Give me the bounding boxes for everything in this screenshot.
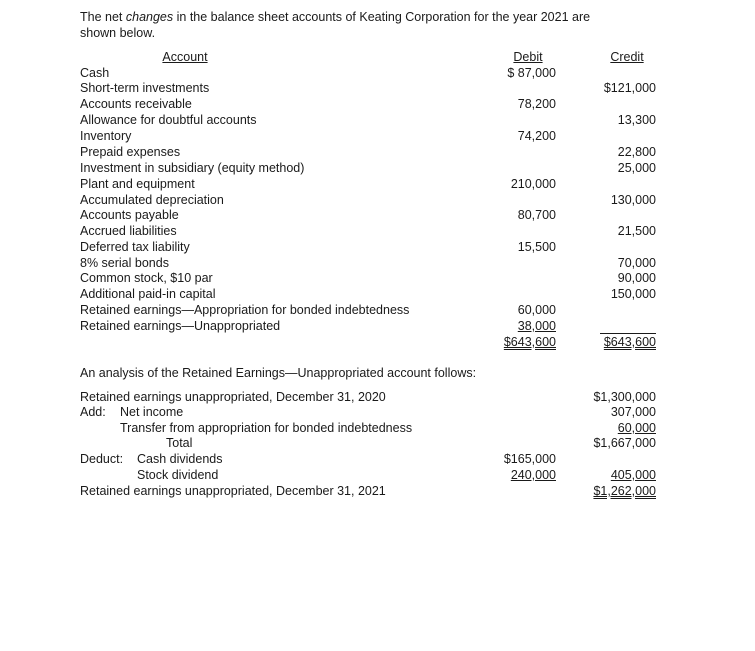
stock-dividend-label: Stock dividend — [137, 468, 219, 482]
deduct-label: Deduct: — [80, 452, 124, 466]
credit-value: 90,000 — [617, 271, 656, 285]
deduct-total-value: 405,000 — [610, 468, 656, 482]
account-name: Allowance for doubtful accounts — [80, 113, 257, 127]
end-label: Retained earnings unappropriated, December 31, 2021 — [80, 484, 386, 498]
credit-value: 25,000 — [617, 161, 656, 175]
intro-line-2: shown below. — [80, 26, 156, 40]
total-value: $1,667,000 — [593, 436, 656, 450]
credit-value: 130,000 — [610, 193, 656, 207]
debit-value: 15,500 — [517, 240, 556, 254]
net-income-value: 307,000 — [610, 405, 656, 419]
credit-value: $121,000 — [603, 81, 656, 95]
debit-value: 38,000 — [517, 319, 556, 333]
account-header: Account — [162, 50, 208, 64]
debit-value: 78,200 — [517, 97, 556, 111]
begin-label: Retained earnings unappropriated, December 31, 2020 — [80, 390, 386, 404]
account-name: Retained earnings—Appropriation for bonded indebtedness — [80, 303, 410, 317]
credit-header: Credit — [610, 50, 644, 64]
account-name: Accounts receivable — [80, 97, 192, 111]
account-name: Accounts payable — [80, 208, 179, 222]
credit-value: 13,300 — [617, 113, 656, 127]
account-name: Plant and equipment — [80, 177, 195, 191]
debit-value: 210,000 — [510, 177, 556, 191]
credit-value: 70,000 — [617, 256, 656, 270]
add-label: Add: — [80, 405, 106, 419]
account-name: Deferred tax liability — [80, 240, 190, 254]
debit-value: 74,200 — [517, 129, 556, 143]
cash-dividends-value: $165,000 — [503, 452, 556, 466]
credit-value: 21,500 — [617, 224, 656, 238]
account-name: Inventory — [80, 129, 132, 143]
transfer-label: Transfer from appropriation for bonded indebtedness — [120, 421, 413, 435]
begin-value: $1,300,000 — [593, 390, 656, 404]
cash-dividends-label: Cash dividends — [137, 452, 223, 466]
stock-dividend-value: 240,000 — [510, 468, 556, 482]
account-name: Common stock, $10 par — [80, 271, 213, 285]
end-value: $1,262,000 — [593, 484, 656, 498]
account-name: Additional paid-in capital — [80, 287, 216, 301]
credit-value: 22,800 — [617, 145, 656, 159]
analysis-heading: An analysis of the Retained Earnings—Unappropriated account follows: — [80, 366, 477, 380]
debit-total: $643,600 — [503, 335, 556, 349]
debit-value: $ 87,000 — [507, 66, 556, 80]
intro-line-1: The net changes in the balance sheet accounts of Keating Corporation for the year 2021 are — [80, 10, 591, 24]
credit-total: $643,600 — [586, 335, 656, 350]
account-name: Investment in subsidiary (equity method) — [80, 161, 305, 175]
account-name: Prepaid expenses — [80, 145, 181, 159]
net-income-label: Net income — [120, 405, 184, 419]
debit-header: Debit — [513, 50, 543, 64]
debit-value: 60,000 — [517, 303, 556, 317]
transfer-value: 60,000 — [617, 421, 656, 435]
account-name: 8% serial bonds — [80, 256, 169, 270]
account-name: Accumulated depreciation — [80, 193, 224, 207]
credit-value: 150,000 — [610, 287, 656, 301]
account-name: Retained earnings—Unappropriated — [80, 319, 281, 333]
total-label: Total — [166, 436, 193, 450]
debit-value: 80,700 — [517, 208, 556, 222]
account-name: Cash — [80, 66, 110, 80]
account-name: Accrued liabilities — [80, 224, 177, 238]
account-name: Short-term investments — [80, 81, 210, 95]
